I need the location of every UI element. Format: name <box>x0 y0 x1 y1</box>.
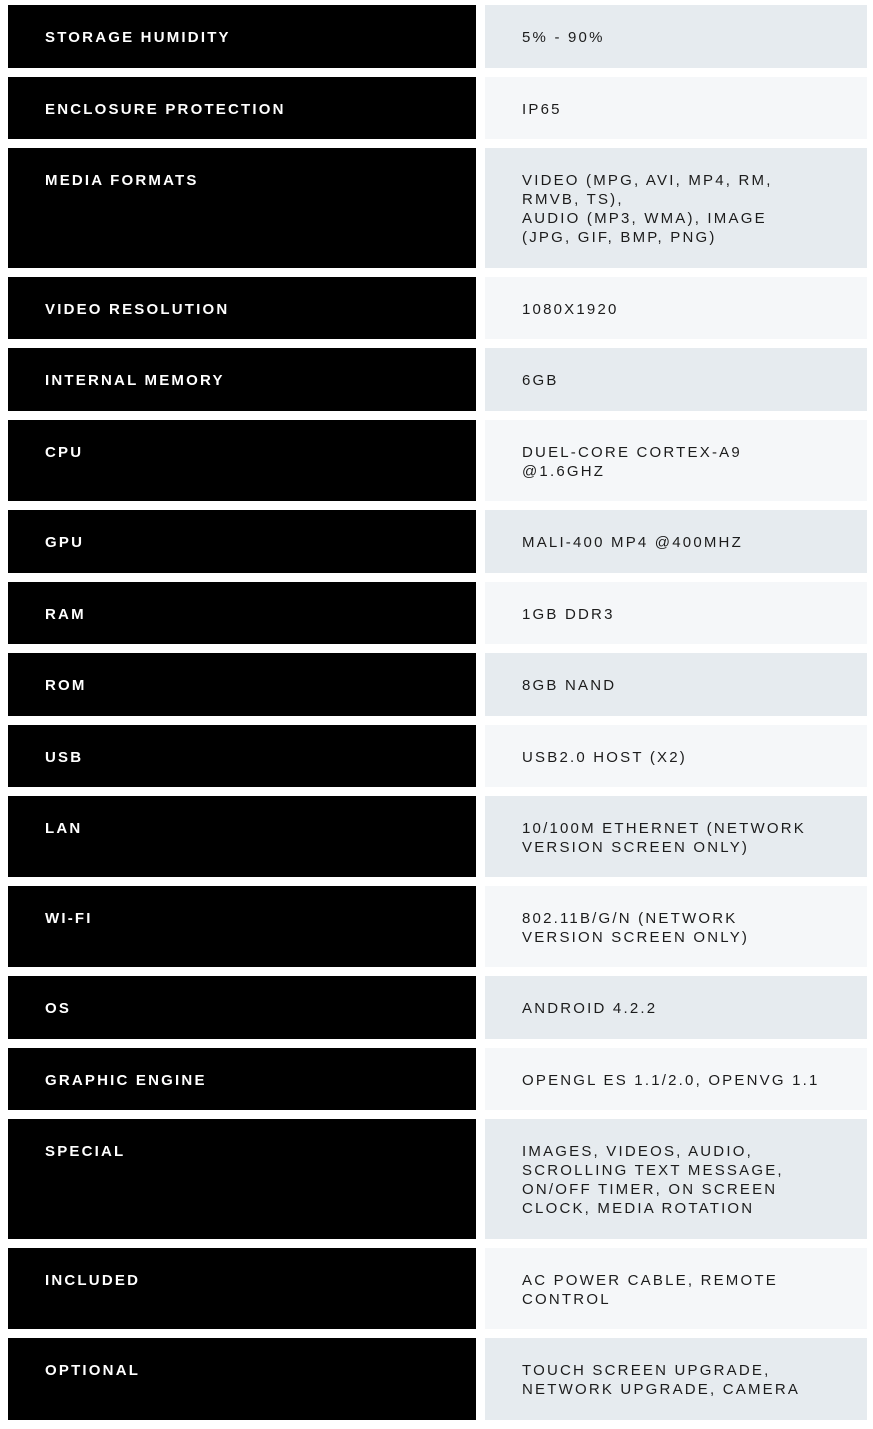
spec-value: 8GB NAND <box>485 653 867 716</box>
spec-value: ANDROID 4.2.2 <box>485 976 867 1039</box>
spec-row-special <box>8 1119 867 1239</box>
spec-row-ram <box>8 582 867 644</box>
spec-value: USB2.0 HOST (X2) <box>485 725 867 787</box>
spec-value: VIDEO (MPG, AVI, MP4, RM, RMVB, TS), AUDIO (MP3, WMA), IMAGE (JPG, GIF, BMP, PNG) <box>485 148 867 268</box>
spec-row-internal-memory <box>8 348 867 411</box>
spec-value: 5% - 90% <box>485 5 867 68</box>
spec-value: AC POWER CABLE, REMOTE CONTROL <box>485 1248 867 1329</box>
spec-row-lan <box>8 796 867 877</box>
spec-value: 1GB DDR3 <box>485 582 867 644</box>
spec-label: INTERNAL MEMORY <box>8 348 476 411</box>
spec-label: GPU <box>8 510 476 573</box>
spec-label: INCLUDED <box>8 1248 476 1329</box>
spec-label: LAN <box>8 796 476 877</box>
spec-row-gpu <box>8 510 867 573</box>
spec-value: IP65 <box>485 77 867 139</box>
spec-value: 1080X1920 <box>485 277 867 339</box>
spec-value: IMAGES, VIDEOS, AUDIO, SCROLLING TEXT MESSAGE, ON/OFF TIMER, ON SCREEN CLOCK, MEDIA ROTATION <box>485 1119 867 1239</box>
spec-label: OS <box>8 976 476 1039</box>
spec-row-video-resolution <box>8 277 867 339</box>
spec-value: 6GB <box>485 348 867 411</box>
spec-label: VIDEO RESOLUTION <box>8 277 476 339</box>
spec-value: DUEL-CORE CORTEX-A9 @1.6GHZ <box>485 420 867 501</box>
spec-row-storage-humidity <box>8 5 867 68</box>
spec-row-graphic-engine <box>8 1048 867 1110</box>
spec-label: OPTIONAL <box>8 1338 476 1420</box>
spec-table <box>8 5 867 1429</box>
spec-value: TOUCH SCREEN UPGRADE, NETWORK UPGRADE, CAMERA <box>485 1338 867 1420</box>
spec-label: SPECIAL <box>8 1119 476 1239</box>
spec-row-rom <box>8 653 867 716</box>
spec-label: GRAPHIC ENGINE <box>8 1048 476 1110</box>
spec-label: CPU <box>8 420 476 501</box>
spec-row-cpu <box>8 420 867 501</box>
spec-row-optional <box>8 1338 867 1420</box>
spec-value: 10/100M ETHERNET (NETWORK VERSION SCREEN ONLY) <box>485 796 867 877</box>
spec-row-enclosure-protection <box>8 77 867 139</box>
spec-label: STORAGE HUMIDITY <box>8 5 476 68</box>
spec-label: MEDIA FORMATS <box>8 148 476 268</box>
spec-label: WI-FI <box>8 886 476 967</box>
spec-value: MALI-400 MP4 @400MHZ <box>485 510 867 573</box>
spec-value: OPENGL ES 1.1/2.0, OPENVG 1.1 <box>485 1048 867 1110</box>
spec-label: ENCLOSURE PROTECTION <box>8 77 476 139</box>
spec-value: 802.11B/G/N (NETWORK VERSION SCREEN ONLY) <box>485 886 867 967</box>
spec-row-included <box>8 1248 867 1329</box>
spec-label: ROM <box>8 653 476 716</box>
spec-label: RAM <box>8 582 476 644</box>
spec-row-usb <box>8 725 867 787</box>
spec-label: USB <box>8 725 476 787</box>
spec-row-wi-fi <box>8 886 867 967</box>
spec-row-media-formats <box>8 148 867 268</box>
spec-row-os <box>8 976 867 1039</box>
